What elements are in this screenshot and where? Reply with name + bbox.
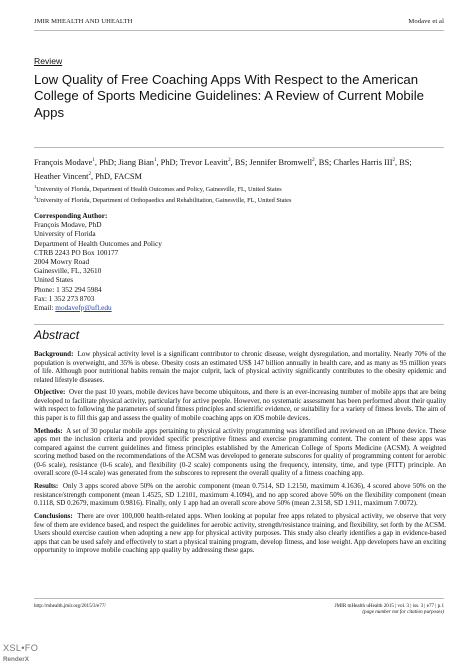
footer-citation-note: (page number not for citation purposes): [362, 609, 444, 615]
affiliation-num: 1: [34, 184, 37, 189]
author-name: Heather Vincent: [34, 171, 89, 181]
abstract-heading: Abstract: [34, 328, 80, 342]
section-text: Only 3 apps scored above 50% on the aerobic component (mean 0.7514, SD 1.2150, maximum 4.1636), 4 scored above 50% on the resistance/strength component (mean 1.4525, SD 1.2101, maximum 4.1094), and no app scored above 50% on the flexibility component (mean 0.1118, SD 0.2679, maximum 0.9816). Finally, only 1 app had an overall score above 50% (mean 2.3158, SD 1.911, maximum 7.0072).: [34, 482, 447, 508]
article-title: Low Quality of Free Coaching Apps With Respect to the American College of Sports Medicine Guidelines: A Review of Current Mobile Apps: [34, 72, 424, 120]
section-label: Methods:: [34, 426, 63, 435]
affiliation: [34, 194, 446, 205]
section-label: Conclusions:: [34, 512, 73, 521]
footer-citation-block: [335, 603, 444, 615]
affiliation-text: University of Florida, Department of Orthopaedics and Rehabilitation, Gainesville, FL, United States: [36, 197, 292, 205]
author-name: François Modave: [34, 157, 93, 167]
section-label: Background:: [34, 350, 74, 358]
corresponding-line: François Modave, PhD: [34, 220, 102, 230]
running-author: Modave et al: [408, 18, 444, 25]
abstract-body: [34, 350, 446, 559]
footer-rule: [34, 598, 444, 599]
article-type: Review: [34, 56, 63, 66]
author-list: [34, 155, 446, 183]
section-label: Results:: [34, 482, 59, 491]
corresponding-label: Corresponding Author:: [34, 211, 108, 220]
author-sup: 1: [92, 158, 95, 163]
corresponding-line: Gainesville, FL, 32610: [34, 266, 102, 276]
renderx-logo: RenderX: [3, 656, 29, 663]
author-sup: 2: [88, 172, 91, 178]
email-line: [34, 303, 162, 312]
author-name: , PhD, FACSM: [90, 171, 142, 181]
corresponding-line: United States: [34, 275, 74, 285]
xslfo-logo: XSL•FO: [3, 643, 39, 653]
abstract-section-methods: [34, 427, 446, 478]
corresponding-author: [34, 211, 162, 312]
author-sup: 1: [153, 158, 157, 163]
footer-citation: JMIR mHealth uHealth 2015 | vol. 3 | iss. 3 | e77 | p.1: [334, 603, 444, 609]
author-name: , PhD; Jiang Bian: [94, 157, 154, 167]
affiliation-num: 2: [34, 195, 37, 200]
author-name: , BS; Jennifer Bromwell: [230, 157, 313, 167]
email-link[interactable]: modavefp@ufl.edu: [55, 303, 112, 313]
section-label: Objective:: [34, 388, 66, 397]
journal-name: JMIR MHEALTH AND UHEALTH: [34, 18, 133, 25]
header-rule: [34, 30, 444, 31]
abstract-section-background: [34, 350, 446, 384]
affiliation-text: University of Florida, Department of Health Outcomes and Policy, Gainesville, FL, United States: [36, 186, 282, 194]
corresponding-line: Fax: 1 352 273 8703: [34, 293, 95, 303]
abstract-section-results: [34, 482, 446, 508]
affiliation: [34, 183, 446, 194]
title-rule: [34, 147, 444, 148]
section-text: There are over 100,000 health-related apps. When looking at popular free apps related to physical activity, we observe that very few of them are evidence based, and respect the guidelines for aerobic activity, strength/resistance training, and flexibility, set forth by the ACSM. Users should exercise caution when adopting a new app for physical activity purposes. This study also clearly identifies a gap in evidence-based apps that can be used safely and effectively to start a physical training program, develop fitness, and lose weight. App developers have an exciting opportunity to improve mobile coaching app quality by addressing these gaps.: [34, 512, 447, 555]
author-name: , PhD; Trevor Leavitt: [156, 157, 229, 167]
corresponding-line: Phone: 1 352 294 5984: [34, 284, 102, 294]
footer-url[interactable]: http://mhealth.jmir.org/2015/3/e77/: [34, 603, 106, 609]
email-label: Email:: [34, 303, 56, 313]
author-sup: 2: [392, 158, 395, 163]
abstract-section-objective: [34, 388, 446, 422]
author-sup: 2: [228, 158, 231, 163]
corresponding-line: CTRB 2243 PO Box 100177: [34, 247, 119, 257]
abstract-rule: [34, 324, 444, 325]
author-name: , BS; Charles Harris III: [314, 157, 393, 167]
corresponding-line: University of Florida: [34, 229, 96, 239]
author-name: , BS;: [394, 157, 412, 167]
section-text: A set of 30 popular mobile apps pertaining to physical activity programming was identified and reviewed on an iPhone device. These apps met the inclusion criteria and provided specific prescriptive fitness and exercise programming content. The content of these apps was compared against the current guidelines and fitness principles established by the American College of Sports Medicine (ACSM). A weighted scoring method based on the recommendations of the ACSM was developed to generate subscores for quality of programming content for aerobic (0-6 scale), resistance (0-6 scale), and flexibility (0-2 scale) components using the frequency, intensity, time, and type (FITT) principle. An overall score (0-14 scale) was generated from the subscores to represent the overall quality of a fitness coaching app.: [34, 426, 446, 478]
section-text: Low physical activity level is a significant contributor to chronic disease, weight dysregulation, and mortality. Nearly 70% of the population is overweight, and 35% is obese. Obesity costs an estimated US$ 147 billion annually in health care, and as many as 95 million years of life. Although poor nutritional habits remain the major culprit, lack of physical activity significantly contributes to the obesity epidemic and related lifestyle diseases.: [34, 350, 446, 384]
abstract-section-conclusions: [34, 512, 446, 555]
section-text: Over the past 10 years, mobile devices have become ubiquitous, and there is an ever-increasing number of mobile apps that are being developed to facilitate physical activity, particularly for active people. However, no systematic assessment has been performed about their quality with respect to following the parameters of sound fitness principles and scientific evidence, or suitability for a variety of fitness levels. The aim of this paper is to fill this gap and assess the quality of mobile coaching apps on iOS mobile devices.: [34, 388, 447, 423]
corresponding-line: Department of Health Outcomes and Policy: [34, 238, 162, 248]
author-sup: 2: [312, 158, 315, 163]
corresponding-line: 2004 Mowry Road: [34, 257, 90, 267]
